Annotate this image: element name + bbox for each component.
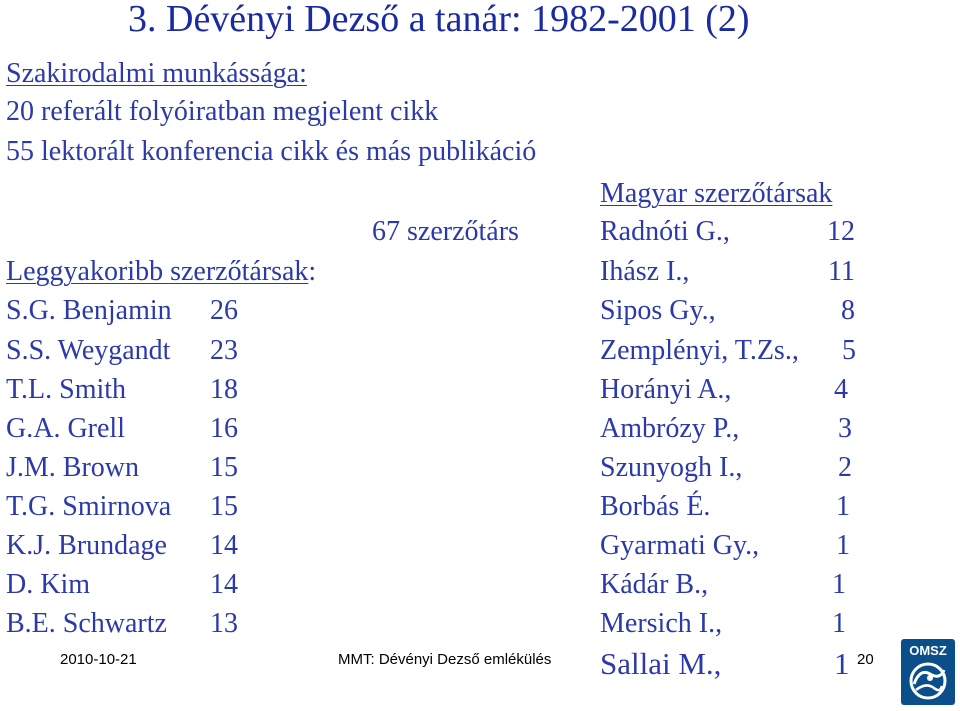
hungarian-name: Szunyogh I., xyxy=(600,452,743,483)
hungarian-count: 8 xyxy=(841,295,855,326)
hungarian-name: Kádár B., xyxy=(600,569,709,600)
coauthor-count: 15 xyxy=(210,452,238,483)
hungarian-count: 1 xyxy=(832,569,846,600)
footer-page-number: 20 xyxy=(857,651,874,668)
frequent-heading-colon: : xyxy=(308,256,317,287)
coauthor-name: S.G. Benjamin xyxy=(6,295,172,326)
coauthor-count: 26 xyxy=(210,295,238,326)
hungarian-count: 1 xyxy=(832,608,846,639)
hungarian-count: 1 xyxy=(836,491,850,522)
hungarian-count: 5 xyxy=(842,335,856,366)
hungarian-count: 1 xyxy=(836,530,850,561)
coauthor-count: 14 xyxy=(210,569,238,600)
coauthor-count: 14 xyxy=(210,530,238,561)
coauthor-count: 18 xyxy=(210,374,238,405)
frequent-heading-text: Leggyakoribb szerzőtársak xyxy=(6,256,309,287)
publications-line: 20 referált folyóiratban megjelent cikk xyxy=(6,96,439,127)
frequent-coauthors-heading xyxy=(6,258,316,286)
publications-line: 55 lektorált konferencia cikk és más publikáció xyxy=(6,136,537,167)
hungarian-count: 12 xyxy=(827,216,855,247)
hungarian-name: Radnóti G., xyxy=(600,216,730,247)
hungarian-name: Sipos Gy., xyxy=(600,295,716,326)
publications-heading: Szakirodalmi munkássága: xyxy=(6,58,307,89)
coauthor-count: 16 xyxy=(210,413,238,444)
hungarian-count: 1 xyxy=(834,646,850,681)
coauthor-name: G.A. Grell xyxy=(6,413,125,444)
hungarian-name: Zemplényi, T.Zs., xyxy=(600,335,799,366)
footer-center-text: MMT: Dévényi Dezső emlékülés xyxy=(338,651,552,668)
coauthor-name: T.L. Smith xyxy=(6,374,127,405)
hungarian-count: 3 xyxy=(838,413,852,444)
hungarian-name: Ambrózy P., xyxy=(600,413,740,444)
hungarian-name: Sallai M., xyxy=(600,646,722,681)
hungarian-name: Horányi A., xyxy=(600,374,732,405)
coauthor-count: 15 xyxy=(210,491,238,522)
coauthor-name: D. Kim xyxy=(6,569,90,600)
omsz-logo-icon xyxy=(900,638,956,706)
hungarian-coauthors-heading: Magyar szerzőtársak xyxy=(600,178,833,209)
logo-text: OMSZ xyxy=(909,643,947,658)
coauthor-name: S.S. Weygandt xyxy=(6,335,171,366)
coauthor-name: B.E. Schwartz xyxy=(6,608,167,639)
footer-date: 2010-10-21 xyxy=(60,651,137,668)
coauthor-name: J.M. Brown xyxy=(6,452,140,483)
coauthors-count: 67 szerzőtárs xyxy=(372,216,519,247)
slide-title: 3. Dévényi Dezső a tanár: 1982-2001 (2) xyxy=(128,0,750,40)
hungarian-name: Borbás É. xyxy=(600,491,711,522)
coauthor-count: 23 xyxy=(210,335,238,366)
hungarian-count: 4 xyxy=(834,374,848,405)
hungarian-name: Ihász I., xyxy=(600,256,690,287)
hungarian-count: 2 xyxy=(838,452,852,483)
hungarian-count: 11 xyxy=(828,256,855,287)
hungarian-name: Gyarmati Gy., xyxy=(600,530,760,561)
coauthor-name: T.G. Smirnova xyxy=(6,491,172,522)
coauthor-name: K.J. Brundage xyxy=(6,530,167,561)
omsz-logo xyxy=(900,638,956,706)
coauthor-count: 13 xyxy=(210,608,238,639)
hungarian-name: Mersich I., xyxy=(600,608,723,639)
